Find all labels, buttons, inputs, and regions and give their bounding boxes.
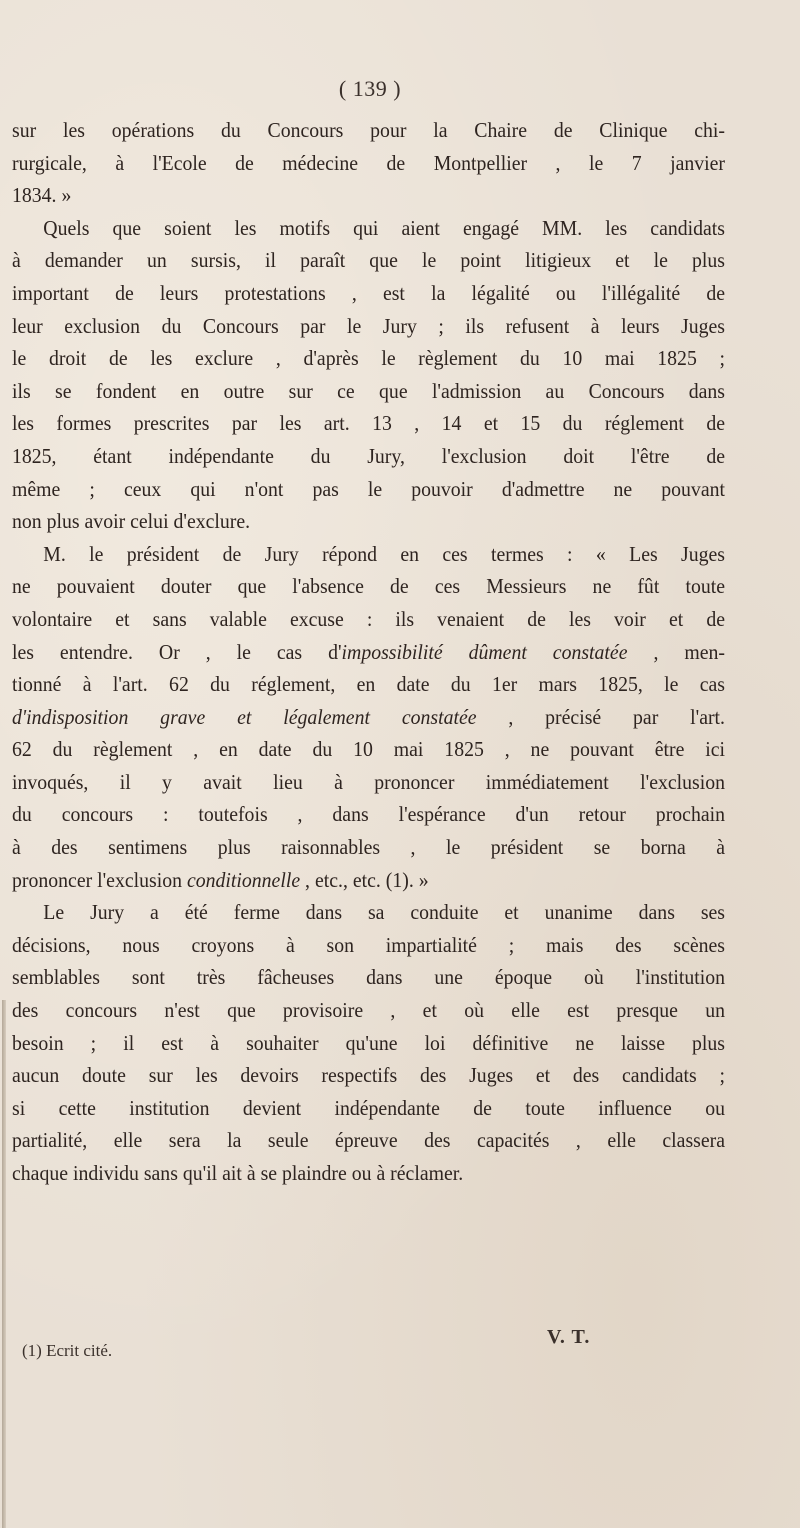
text-line (12, 570, 725, 603)
text-segment: à demander un sursis, il paraît que le point litigieux et le plus (12, 248, 725, 273)
text-line (12, 929, 725, 962)
text-line (12, 505, 725, 538)
text-segment: Le Jury a été ferme dans sa conduite et unanime dans ses (43, 900, 725, 925)
page-number: ( 139 ) (338, 76, 402, 101)
text-line (12, 375, 725, 408)
text-line (12, 668, 725, 701)
text-segment: le droit de les exclure , d'après le règlement du 10 mai 1825 ; (12, 346, 725, 371)
text-line (12, 896, 725, 929)
text-line (12, 1124, 725, 1157)
text-segment: du concours : toutefois , dans l'espérance d'un retour prochain (12, 802, 725, 827)
text-segment: sur les opérations du Concours pour la Chaire de Clinique chi- (12, 118, 725, 142)
body-text (12, 114, 725, 1190)
text-line (12, 212, 725, 245)
text-segment: important de leurs protestations , est la légalité ou l'illégalité de (12, 280, 725, 305)
page-gutter-edge (2, 1000, 6, 1528)
text-segment: 1825, étant indépendante du Jury, l'exclusion doit l'être de (12, 443, 725, 468)
text-line (12, 1092, 725, 1125)
footnote: (1) Ecrit cité. (22, 1341, 113, 1360)
author-signature: V. T. (547, 1326, 591, 1348)
text-segment: les formes prescrites par les art. 13 , 14 et 15 du réglement de (12, 411, 725, 436)
text-segment: leur exclusion du Concours par le Jury ; ils refusent à leurs Juges (12, 313, 725, 338)
text-line (12, 179, 725, 212)
text-line (12, 310, 725, 343)
text-segment: , précisé par l'art. (476, 704, 726, 729)
text-segment: à des sentimens plus raisonnables , le président se borna à (12, 835, 725, 860)
text-segment: partialité, elle sera la seule épreuve des capacités , elle classera (12, 1128, 725, 1153)
text-segment: ils se fondent en outre sur ce que l'admission au Concours dans (12, 378, 725, 403)
text-segment: ne pouvaient douter que l'absence de ces Messieurs ne fût toute (12, 574, 725, 599)
text-line (12, 147, 725, 180)
text-line (12, 407, 725, 440)
text-segment: les entendre. Or , le cas d' (12, 639, 342, 664)
text-line (12, 994, 725, 1027)
text-segment: besoin ; il est à souhaiter qu'une loi définitive ne laisse plus (12, 1030, 725, 1055)
text-segment: , men- (627, 639, 725, 664)
text-line (12, 831, 725, 864)
text-line (12, 798, 725, 831)
text-line (12, 473, 725, 506)
text-segment: décisions, nous croyons à son impartialité ; mais des scènes (12, 932, 725, 957)
text-segment: invoqués, il y avait lieu à prononcer immédiatement l'exclusion (12, 769, 725, 794)
italic-phrase: impossibilité dûment constatée (341, 639, 628, 664)
italic-phrase: d'indisposition grave et légalement constatée (12, 704, 477, 729)
text-segment: si cette institution devient indépendante de toute influence ou (12, 1095, 725, 1120)
text-line (12, 440, 725, 473)
text-segment: des concours n'est que provisoire , et où elle est presque un (12, 998, 725, 1023)
text-segment: , etc., etc. (1). » (300, 867, 429, 892)
text-segment: semblables sont très fâcheuses dans une époque où l'institution (12, 965, 725, 990)
text-segment: 1834. » (12, 183, 72, 208)
text-line (12, 766, 725, 799)
text-segment: chaque individu sans qu'il ait à se plaindre ou à réclamer. (12, 1161, 464, 1185)
text-line (12, 1157, 725, 1190)
text-segment: Quels que soient les motifs qui aient engagé MM. les candidats (43, 215, 725, 240)
text-line (12, 1059, 725, 1092)
text-line (12, 244, 725, 277)
text-segment: 62 du règlement , en date du 10 mai 1825 , ne pouvant être ici (12, 737, 725, 762)
text-line (12, 636, 725, 669)
text-line (12, 538, 725, 571)
text-line (12, 342, 725, 375)
text-segment: tionné à l'art. 62 du réglement, en date du 1er mars 1825, le cas (12, 672, 725, 697)
text-line (12, 1027, 725, 1060)
text-line (12, 603, 725, 636)
text-segment: non plus avoir celui d'exclure. (12, 509, 251, 534)
italic-phrase: conditionnelle (186, 867, 301, 892)
text-segment: volontaire et sans valable excuse : ils venaient de les voir et de (12, 606, 725, 631)
text-line (12, 961, 725, 994)
text-line (12, 733, 725, 766)
text-segment: même ; ceux qui n'ont pas le pouvoir d'admettre ne pouvant (12, 476, 725, 501)
text-line (12, 864, 725, 897)
text-line (12, 701, 725, 734)
text-line (12, 114, 725, 147)
text-segment: prononcer l'exclusion (12, 867, 187, 892)
text-segment: rurgicale, à l'Ecole de médecine de Montpellier , le 7 janvier (12, 150, 725, 175)
text-segment: aucun doute sur les devoirs respectifs des Juges et des candidats ; (12, 1063, 725, 1088)
text-segment: M. le président de Jury répond en ces termes : « Les Juges (43, 541, 725, 566)
text-line (12, 277, 725, 310)
